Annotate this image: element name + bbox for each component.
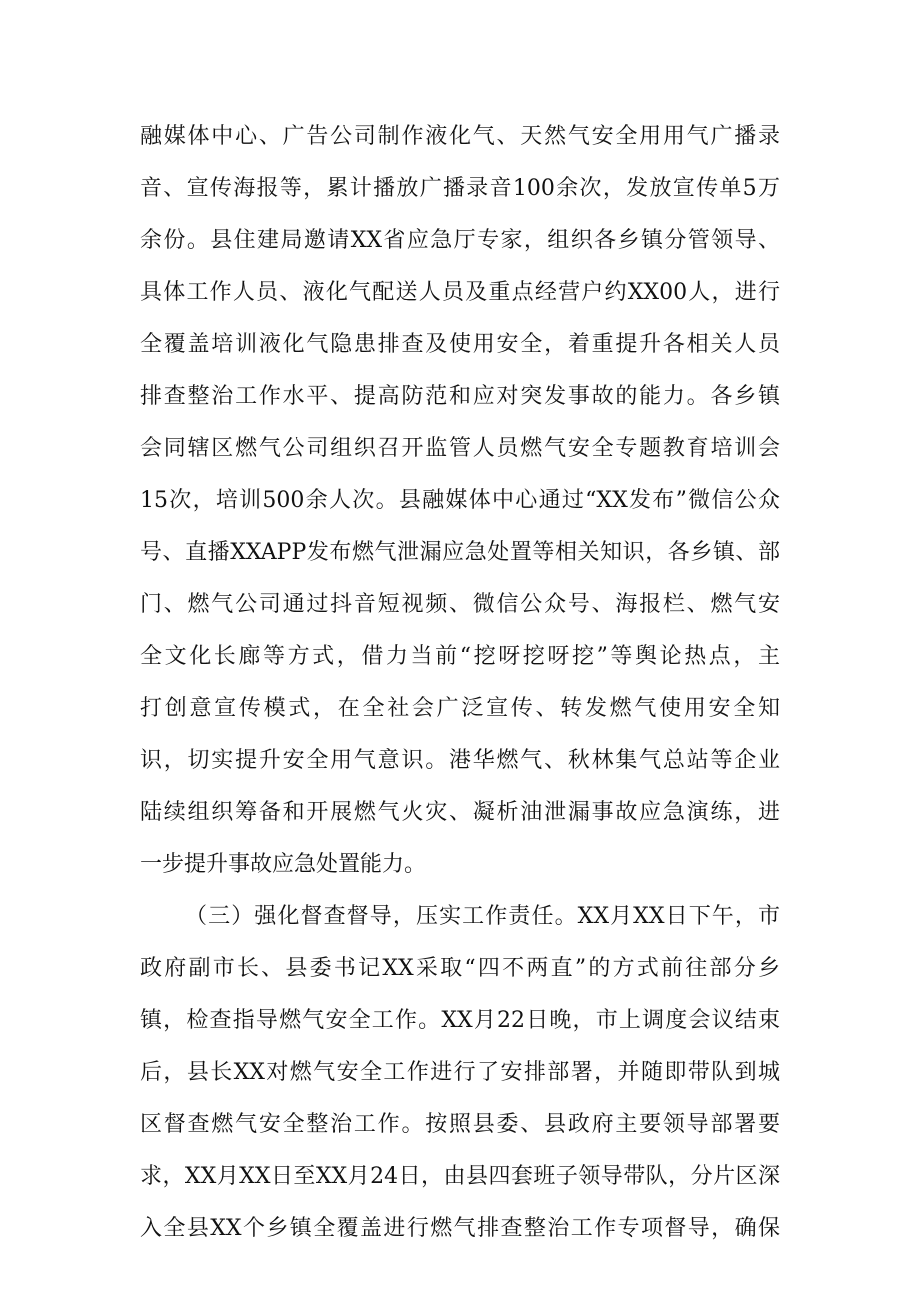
text-line: 镇，检查指导燃气安全工作。XX月22日晚，市上调度会议结束 xyxy=(140,1008,780,1033)
text-line: 全文化长廊等方式，借力当前“挖呀挖呀挖”等舆论热点，主 xyxy=(140,644,780,669)
text-line: 入全县XX个乡镇全覆盖进行燃气排查整治工作专项督导，确保 xyxy=(140,1216,780,1241)
text-line: 陆续组织筹备和开展燃气火灾、凝析油泄漏事故应急演练，进 xyxy=(140,800,780,825)
text-line: 求，XX月XX日至XX月24日，由县四套班子领导带队，分片区深 xyxy=(140,1164,780,1189)
text-line: 后，县长XX对燃气安全工作进行了安排部署，并随即带队到城 xyxy=(140,1060,780,1085)
text-line: 门、燃气公司通过抖音短视频、微信公众号、海报栏、燃气安 xyxy=(140,592,780,617)
text-line: 打创意宣传模式，在全社会广泛宣传、转发燃气使用安全知 xyxy=(140,696,780,721)
text-line: 一步提升事故应急处置能力。 xyxy=(140,852,427,877)
text-line: 余份。县住建局邀请XX省应急厅专家，组织各乡镇分管领导、 xyxy=(140,228,780,253)
text-line: 排查整治工作水平、提高防范和应对突发事故的能力。各乡镇 xyxy=(140,384,780,409)
text-line: 会同辖区燃气公司组织召开监管人员燃气安全专题教育培训会 xyxy=(140,436,780,461)
text-line: 15次，培训500余人次。县融媒体中心通过“XX发布”微信公众 xyxy=(140,488,780,513)
text-line: 识，切实提升安全用气意识。港华燃气、秋林集气总站等企业 xyxy=(140,748,780,773)
text-line: 全覆盖培训液化气隐患排查及使用安全，着重提升各相关人员 xyxy=(140,332,780,357)
text-line: 号、直播XXAPP发布燃气泄漏应急处置等相关知识，各乡镇、部 xyxy=(140,540,780,565)
text-line: 区督查燃气安全整治工作。按照县委、县政府主要领导部署要 xyxy=(140,1112,780,1137)
text-line: 融媒体中心、广告公司制作液化气、天然气安全用用气广播录 xyxy=(140,124,780,149)
text-line: 音、宣传海报等，累计播放广播录音100余次，发放宣传单5万 xyxy=(140,176,780,201)
section-heading-line: （三）强化督查督导，压实工作责任。XX月XX日下午，市 xyxy=(185,904,780,929)
text-line: 政府副市长、县委书记XX采取“四不两直”的方式前往部分乡 xyxy=(140,956,780,981)
text-line: 具体工作人员、液化气配送人员及重点经营户约XX00人，进行 xyxy=(140,280,780,305)
